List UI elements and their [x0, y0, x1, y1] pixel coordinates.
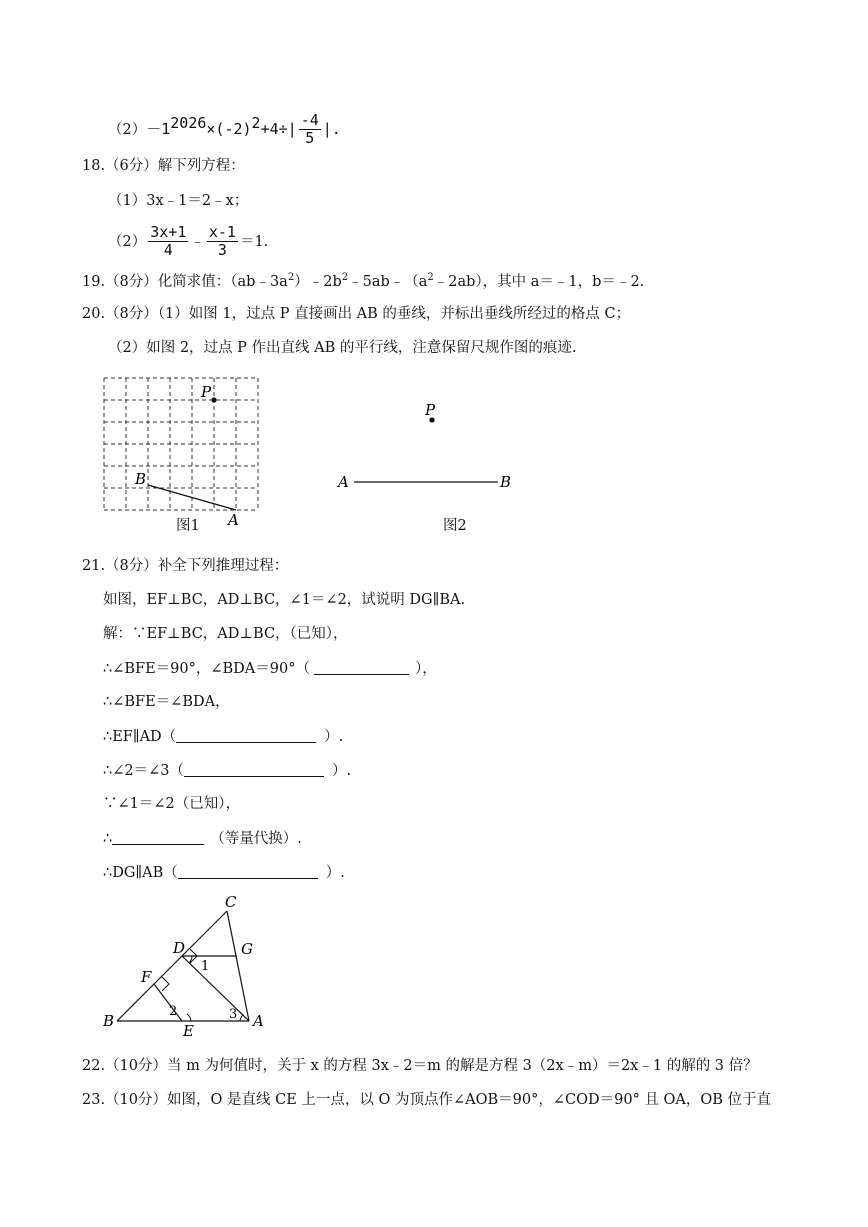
fig-label-E: E: [183, 1022, 194, 1040]
q17-part2-label: （2）: [108, 121, 147, 138]
q21-given: 如图，EF⊥BC，AD⊥BC，∠1＝∠2，试说明 DG∥BA.: [103, 592, 466, 608]
q22-text: 22.（10分）当 m 为何值时，关于 x 的方程 3x﹣2＝m 的解是方程 3（2x﹣m）＝2x﹣1 的解的 3 倍？: [82, 1058, 758, 1074]
q17-times: ×(-2): [206, 119, 252, 138]
q21-step5a: ∴∠2＝∠3（: [103, 763, 184, 779]
q17-frac-num: -4: [300, 111, 319, 129]
q19-b: ）﹣2b: [294, 273, 342, 290]
q23-text: 23.（10分）如图，O 是直线 CE 上一点，以 O 为顶点作∠AOB＝90°，∠COD＝90° 且 OA，OB 位于直: [82, 1092, 772, 1108]
q21-step5: [103, 762, 351, 780]
q19-sup2: 2: [341, 272, 349, 283]
fig1-label-B: B: [135, 470, 147, 488]
q20-figure1: [95, 370, 275, 538]
q19-sup3: 2: [427, 272, 434, 283]
fig-angle-3: 3: [229, 1007, 238, 1022]
q20-line1: 20.（8分）（1）如图 1，过点 P 直接画出 AB 的垂线，并标出垂线所经过的格点 C；: [82, 306, 631, 322]
q21-step2b: ），: [414, 661, 437, 677]
q19-text: [82, 272, 644, 291]
q21-step4a: ∴EF∥AD（: [103, 729, 177, 745]
q17-part2: [108, 112, 341, 148]
q17-exp: 2026: [170, 113, 207, 132]
q21-blank5[interactable]: [178, 864, 318, 879]
q17-fraction: [299, 112, 321, 148]
q21-step2a: ∴∠BFE＝90°，∠BDA＝90°（: [103, 661, 310, 677]
q18-frac1-den: 4: [163, 241, 173, 260]
fig1-label-P: P: [201, 383, 212, 401]
q21-step6: ∵∠1＝∠2（已知），: [103, 796, 240, 812]
fig-label-F: F: [141, 968, 152, 986]
q21-step7b: （等量代换）.: [210, 831, 302, 847]
q18-title: 18.（6分）解下列方程：: [82, 158, 245, 174]
q19-c: ﹣5ab﹣（a: [348, 273, 428, 290]
q19-sup1: 2: [287, 272, 295, 283]
q17-end: |.: [322, 119, 341, 138]
q19-a: 19.（8分）化简求值：（ab﹣3a: [82, 273, 288, 290]
q21-blank2[interactable]: [176, 728, 316, 743]
q18-frac1: [148, 224, 188, 260]
q17-frac-den: 5: [305, 129, 315, 148]
q21-step5b: ）.: [331, 763, 352, 779]
q20-line2: （2）如图 2，过点 P 作出直线 AB 的平行线，注意保留尺规作图的痕迹.: [108, 340, 577, 356]
q17-minus-one: －1: [146, 119, 171, 138]
q18-frac2: [207, 224, 238, 260]
fig-label-A: A: [253, 1012, 264, 1030]
q21-step4b: ）.: [324, 729, 344, 745]
q17-plus4div: +4÷|: [260, 119, 297, 138]
q21-step2: [103, 660, 437, 678]
q21-step7a: ∴: [103, 831, 113, 847]
q18-part1: （1）3x﹣1＝2﹣x；: [108, 193, 249, 209]
fig2-label-A: A: [338, 473, 349, 491]
fig-angle-1: 1: [201, 959, 210, 974]
fig-angle-2: 2: [169, 1004, 178, 1019]
q18-rhs: ＝1.: [239, 233, 269, 250]
q17-sq: 2: [251, 113, 261, 132]
q21-step1: 解：∵EF⊥BC，AD⊥BC，（已知），: [103, 626, 348, 642]
q18-frac1-num: 3x+1: [150, 223, 187, 241]
q21-title: 21.（8分）补全下列推理过程：: [82, 558, 289, 574]
q21-step4: [103, 728, 343, 746]
q21-blank3[interactable]: [184, 762, 324, 777]
q18-part2-label: （2）: [108, 233, 147, 250]
q21-step8b: ）.: [325, 865, 345, 881]
q20-figure2: [330, 395, 530, 495]
fig2-label-P: P: [425, 401, 436, 419]
q20-fig1-caption: 图1: [176, 518, 200, 534]
q18-minus: ﹣: [190, 233, 205, 250]
q21-blank1[interactable]: [314, 660, 409, 675]
q21-step3: ∴∠BFE＝∠BDA，: [103, 694, 230, 710]
q21-blank4[interactable]: [112, 830, 204, 845]
q19-d: ﹣2ab），其中 a＝﹣1，b＝﹣2.: [433, 273, 645, 290]
q21-step8a: ∴DG∥AB（: [103, 865, 178, 881]
q18-frac2-num: x-1: [208, 223, 236, 241]
fig1-label-A: A: [228, 511, 239, 529]
fig-label-C: C: [225, 893, 237, 911]
fig-label-B: B: [103, 1012, 115, 1030]
q21-figure: [95, 893, 285, 1043]
fig-label-D: D: [173, 939, 186, 957]
q18-part2: [108, 224, 268, 260]
q21-step7: [103, 830, 302, 848]
q20-fig2-caption: 图2: [443, 518, 467, 534]
q21-step8: [103, 864, 345, 882]
fig2-label-B: B: [500, 473, 512, 491]
q18-frac2-den: 3: [217, 241, 227, 260]
fig-label-G: G: [241, 940, 253, 958]
